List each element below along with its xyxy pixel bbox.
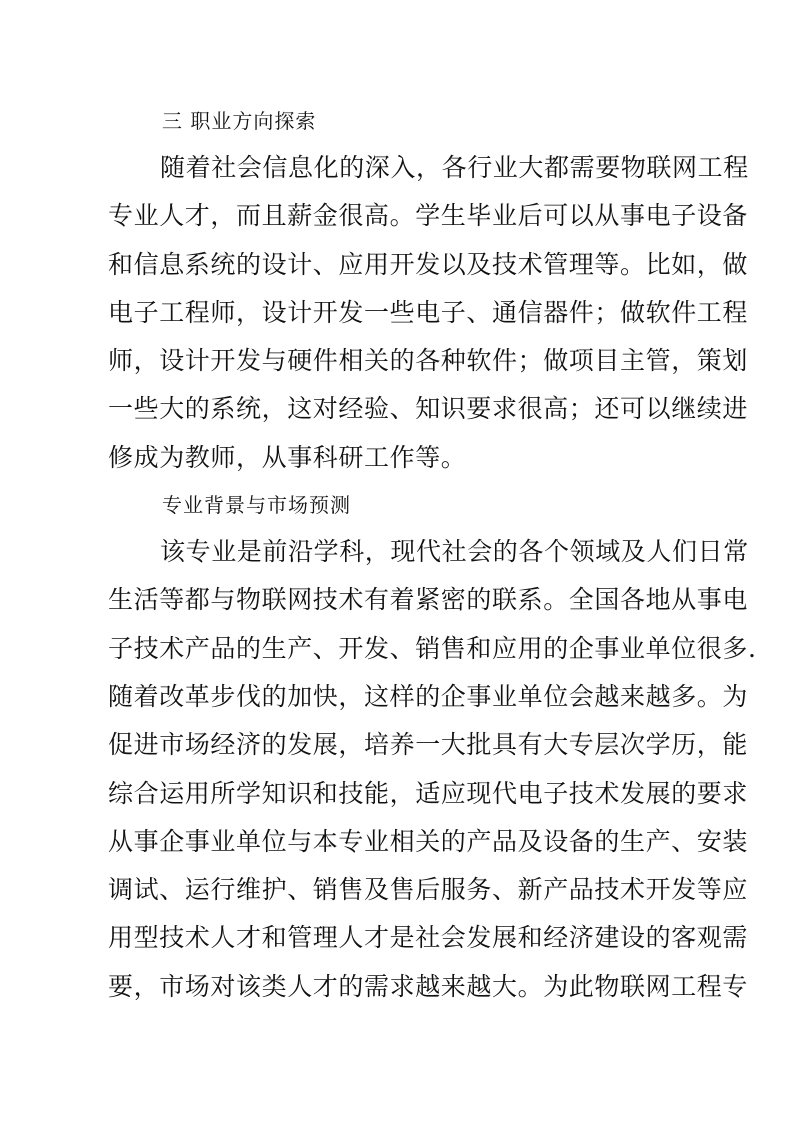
paragraph-line: 综合运用所学知识和技能，适应现代电子技术发展的要求 [108,778,749,808]
paragraph-line: 修成为教师，从事科研工作等。 [108,442,467,472]
paragraph-line: 该专业是前沿学科，现代社会的各个领域及人们日常 [160,537,749,567]
paragraph-line: 子技术产品的生产、开发、销售和应用的企事业单位很多. [108,633,757,663]
paragraph-line: 调试、运行维护、销售及售后服务、新产品技术开发等应 [108,875,749,905]
paragraph-line: 要，市场对该类人才的需求越来越大。为此物联网工程专 [108,971,749,1001]
paragraph-market-forecast [108,528,757,1011]
paragraph-line: 专业人才，而且薪金很高。学生毕业后可以从事电子设备 [108,201,749,231]
paragraph-line: 一些大的系统，这对经验、知识要求很高；还可以继续进 [108,394,749,424]
document-body [108,98,757,1011]
paragraph-line: 生活等都与物联网技术有着紧密的联系。全国各地从事电 [108,585,749,615]
section-heading-market-forecast: 专业背景与市场预测 [162,493,351,518]
paragraph-line: 电子工程师，设计开发一些电子、通信器件；做软件工程 [108,297,749,327]
paragraph-line: 随着改革步伐的加快，这样的企事业单位会越来越多。为 [108,681,749,711]
paragraph-line: 师，设计开发与硬件相关的各种软件；做项目主管，策划 [108,346,749,376]
paragraph-line: 从事企事业单位与本专业相关的产品及设备的生产、安装 [108,826,749,856]
paragraph-line: 促进市场经济的发展，培养一大批具有大专层次学历，能 [108,730,749,760]
paragraph-career-direction [108,144,749,482]
section-heading-career-direction: 三 职业方向探索 [162,109,317,133]
paragraph-line: 用型技术人才和管理人才是社会发展和经济建设的客观需 [108,923,749,953]
paragraph-line: 随着社会信息化的深入，各行业大都需要物联网工程 [160,153,749,182]
paragraph-line: 和信息系统的设计、应用开发以及技术管理等。比如，做 [108,249,749,279]
